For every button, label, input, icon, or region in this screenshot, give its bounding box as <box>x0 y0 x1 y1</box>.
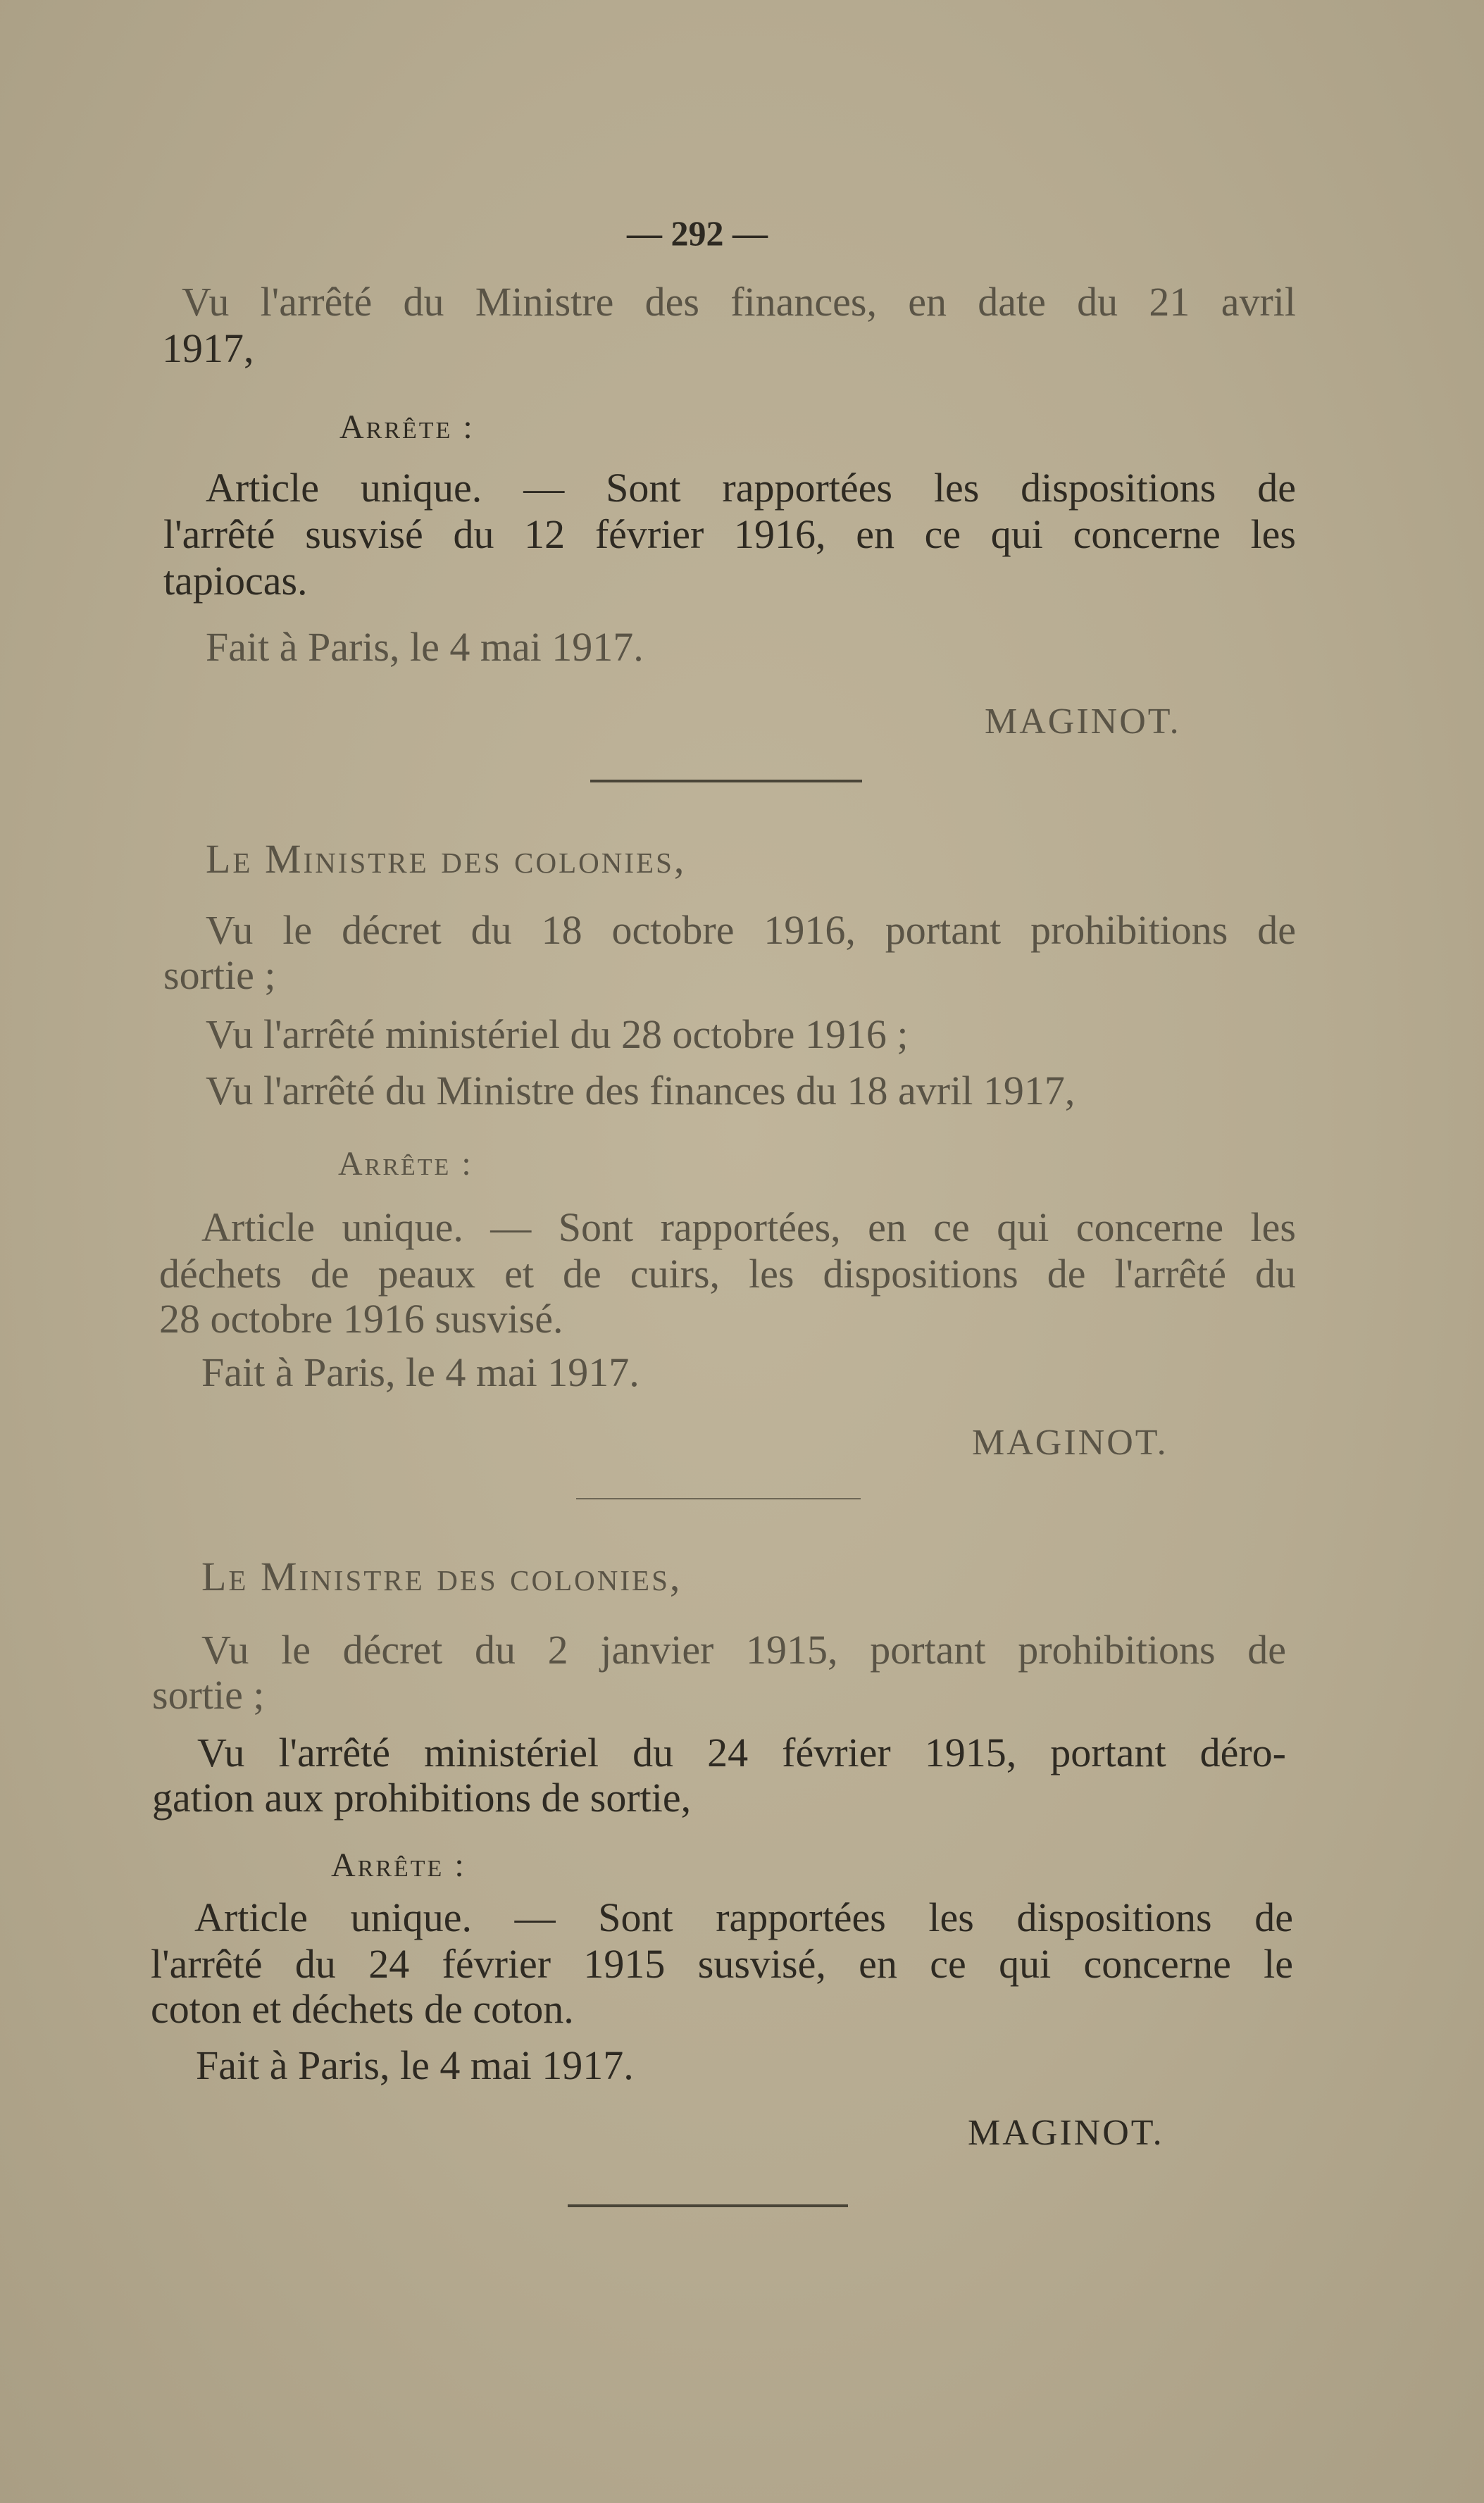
vu-line: Vu l'arrêté du Ministre des finances du 18 avril 1917, <box>206 1068 1075 1113</box>
minister-heading: Le Ministre des colonies, <box>206 836 687 882</box>
section-divider <box>568 2204 848 2207</box>
vu-line: Vu le décret du 18 octobre 1916, portant prohibitions de <box>206 907 1296 953</box>
section-divider <box>590 780 862 782</box>
article-line: tapiocas. <box>163 558 308 604</box>
minister-heading: Le Ministre des colonies, <box>201 1554 682 1599</box>
article-line: Article unique. — Sont rapportées les dispositions de <box>206 465 1296 511</box>
article-line: l'arrêté du 24 février 1915 susvisé, en ce qui concerne le <box>151 1941 1293 1987</box>
signature: MAGINOT. <box>985 701 1181 742</box>
article-line: coton et déchets de coton. <box>151 1986 574 2032</box>
signature: MAGINOT. <box>968 2113 1164 2153</box>
article-line: Article unique. — Sont rapportées, en ce qui concerne les <box>201 1204 1296 1250</box>
vu-line: gation aux prohibitions de sortie, <box>152 1775 692 1821</box>
fait-line: Fait à Paris, le 4 mai 1917. <box>201 1349 640 1395</box>
arrete-heading: Arrête : <box>339 408 475 446</box>
article-line: Article unique. — Sont rapportées les dispositions de <box>194 1895 1293 1940</box>
vu-line: Vu le décret du 2 janvier 1915, portant prohibitions de <box>201 1627 1286 1673</box>
vu-line: sortie ; <box>152 1672 265 1718</box>
article-line: 28 octobre 1916 susvisé. <box>159 1296 563 1342</box>
fait-line: Fait à Paris, le 4 mai 1917. <box>196 2042 634 2088</box>
arrete-heading: Arrête : <box>338 1145 473 1182</box>
arrete-heading: Arrête : <box>331 1847 466 1884</box>
vu-line: 1917, <box>162 325 254 371</box>
article-line: l'arrêté susvisé du 12 février 1916, en ce qui concerne les <box>163 511 1296 557</box>
article-line: déchets de peaux et de cuirs, les dispositions de l'arrêté du <box>159 1251 1296 1297</box>
fait-line: Fait à Paris, le 4 mai 1917. <box>206 624 644 670</box>
signature: MAGINOT. <box>972 1423 1168 1463</box>
vu-line: Vu l'arrêté ministériel du 24 février 1915, portant déro- <box>197 1730 1286 1775</box>
vu-line: Vu l'arrêté du Ministre des finances, en date du 21 avril <box>182 279 1296 325</box>
section-divider <box>576 1498 861 1499</box>
page-number: — 292 — <box>627 213 768 253</box>
vu-line: Vu l'arrêté ministériel du 28 octobre 1916 ; <box>206 1011 909 1057</box>
vu-line: sortie ; <box>163 952 276 998</box>
